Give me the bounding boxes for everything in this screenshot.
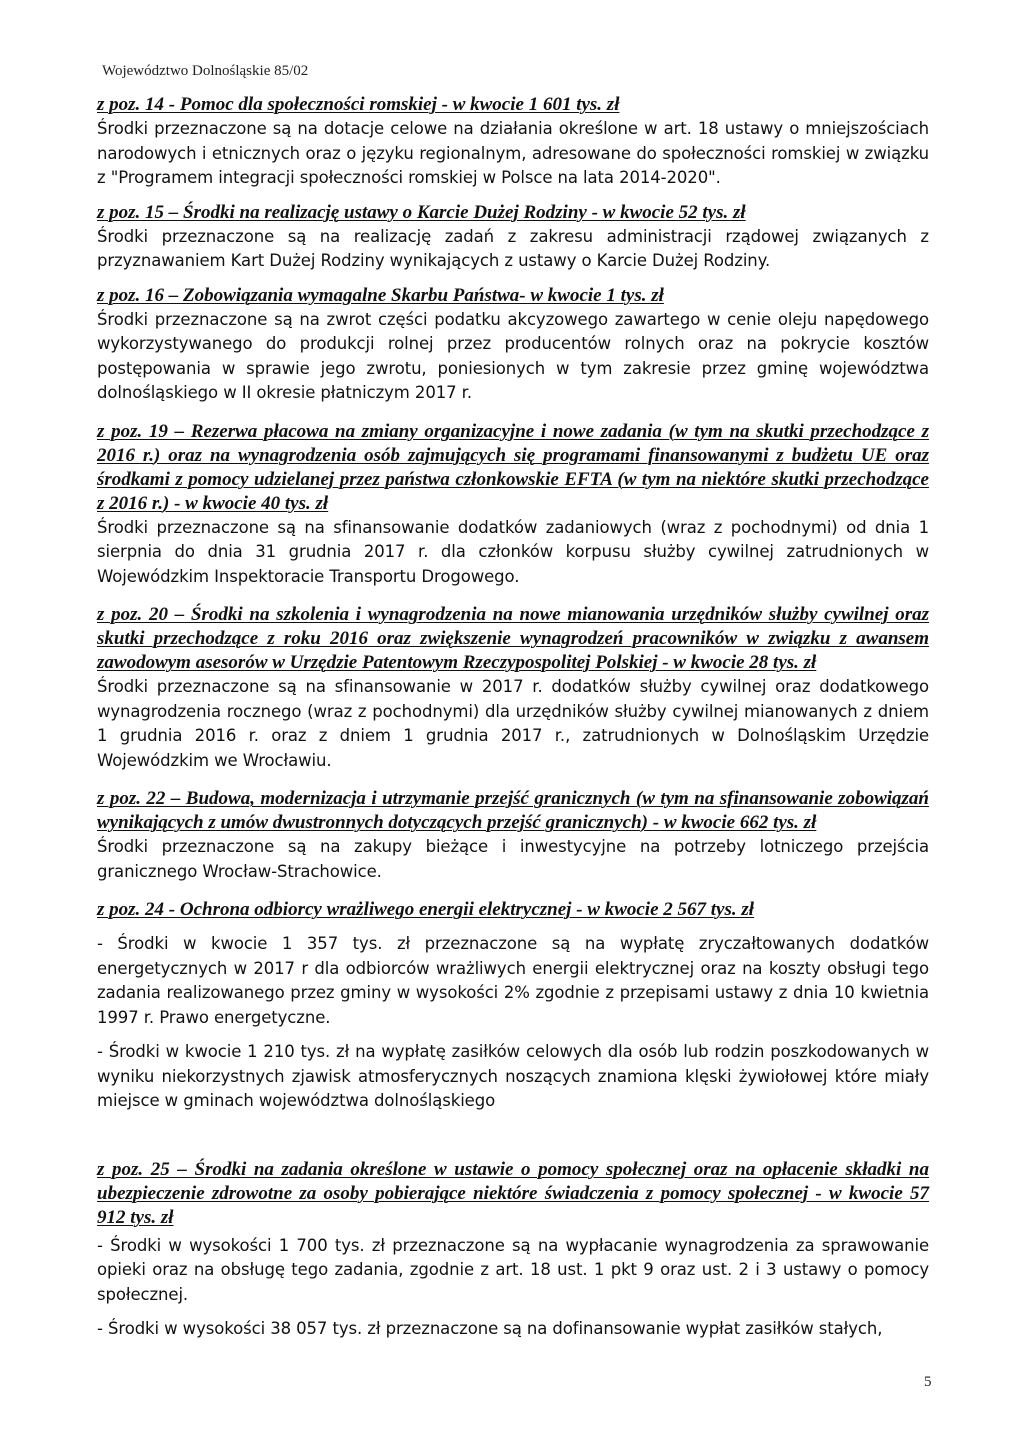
section-poz-22 <box>97 787 929 884</box>
document-body <box>97 93 929 1342</box>
section-paragraph: - Środki w wysokości 1 700 tys. zł przeznaczone są na wypłacanie wynagrodzenia za sprawowanie opieki oraz na obsługę tego zadania, zgodnie z art. 18 ust. 1 pkt 9 oraz ust. 2 i 3 ustawy o pomocy społecznej. <box>97 1235 929 1304</box>
section-heading: z poz. 22 – Budowa, modernizacja i utrzymanie przejść granicznych (w tym na sfinansowanie zobowiązań wynikających z umów dwustronnych dotyczących przejść granicznych) - w kwocie 662 tys. zł <box>97 788 929 833</box>
section-paragraph: Środki przeznaczone są na realizację zadań z zakresu administracji rządowej związanych z przyznawaniem Kart Dużej Rodziny wynikających z ustawy o Karcie Dużej Rodziny. <box>97 226 929 270</box>
page-number: 5 <box>924 1374 932 1390</box>
section-heading: z poz. 24 - Ochrona odbiorcy wrażliwego energii elektrycznej - w kwocie 2 567 tys. zł <box>97 899 755 920</box>
section-poz-16 <box>97 284 929 406</box>
section-paragraph: Środki przeznaczone są na sfinansowanie dodatków zadaniowych (wraz z pochodnymi) od dnia 1 sierpnia do dnia 31 grudnia 2017 r. dla członków korpusu służby cywilnej zatrudnionych w Wojewódzkim Inspektoracie Transportu Drogowego. <box>97 517 929 586</box>
section-heading: z poz. 20 – Środki na szkolenia i wynagrodzenia na nowe mianowania urzędników służby cywilnej oraz skutki przechodzące z roku 2016 oraz zwiększenie wynagrodzeń pracowników w związku z awansem zawodowym asesorów w Urzędzie Patentowym Rzeczypospolitej Polskiej - w kwocie 28 tys. zł <box>97 604 929 673</box>
section-paragraph: Środki przeznaczone są na dotacje celowe na działania określone w art. 18 ustawy o mniejszościach narodowych i etnicznych oraz o języku regionalnym, adresowane do społeczności romskiej w związku z "Programem integracji społeczności romskiej w Polsce na lata 2014-2020". <box>97 119 929 187</box>
section-heading: z poz. 14 - Pomoc dla społeczności romskiej - w kwocie 1 601 tys. zł <box>97 94 620 115</box>
section-heading: z poz. 19 – Rezerwa płacowa na zmiany organizacyjne i nowe zadania (w tym na skutki przechodzące z 2016 r.) oraz na wynagrodzenia osób zajmujących się programami finansowanymi z budżetu UE oraz środkami z pomocy udzielanej przez państwa członkowskie EFTA (w tym na niektóre skutki przechodzące z 2016 r.) - w kwocie 40 tys. zł <box>97 420 929 514</box>
section-poz-25 <box>97 1158 929 1342</box>
section-paragraph: - Środki w kwocie 1 210 tys. zł na wypłatę zasiłków celowych dla osób lub rodzin poszkodowanych w wyniku niekorzystnych zjawisk atmosferycznych noszących znamiona klęski żywiołowej które miały miejsce w gminach województwa dolnośląskiego <box>97 1042 929 1110</box>
page-header: Województwo Dolnośląskie 85/02 <box>102 63 309 79</box>
section-heading: z poz. 25 – Środki na zadania określone w ustawie o pomocy społecznej oraz na opłacenie składki na ubezpieczenie zdrowotne za osoby pobierające niektóre świadczenia z pomocy społecznej - w kwocie 57 912 tys. zł <box>97 1158 929 1228</box>
section-poz-24 <box>97 898 929 1114</box>
section-poz-19 <box>97 420 929 590</box>
section-paragraph: Środki przeznaczone są na zakupy bieżące i inwestycyjne na potrzeby lotniczego przejścia granicznego Wrocław-Strachowice. <box>97 837 929 881</box>
section-poz-20 <box>97 603 929 773</box>
section-paragraph: - Środki w kwocie 1 357 tys. zł przeznaczone są na wypłatę zryczałtowanych dodatków energetycznych w 2017 r dla odbiorców wrażliwych energii elektrycznej oraz na koszty obsługi tego zadania realizowanego przez gminy w wysokości 2% zgodnie z przepisami ustawy z dnia 10 kwietnia 1997 r. Prawo energetyczne. <box>97 934 929 1027</box>
section-heading: z poz. 16 – Zobowiązania wymagalne Skarbu Państwa- w kwocie 1 tys. zł <box>97 284 664 306</box>
section-paragraph: Środki przeznaczone są na zwrot części podatku akcyzowego zawartego w cenie oleju napędowego wykorzystywanego do produkcji rolnej przez producentów rolnych oraz na pokrycie kosztów postępowania w sprawie jego zwrotu, poniesionych w tym zakresie przez gminę województwa dolnośląskiego w II okresie płatniczym 2017 r. <box>97 309 929 402</box>
section-heading: z poz. 15 – Środki na realizację ustawy o Karcie Dużej Rodziny - w kwocie 52 tys. zł <box>97 201 746 223</box>
section-paragraph: - Środki w wysokości 38 057 tys. zł przeznaczone są na dofinansowanie wypłat zasiłków stałych, <box>97 1319 883 1338</box>
section-poz-14 <box>97 93 929 191</box>
section-paragraph: Środki przeznaczone są na sfinansowanie w 2017 r. dodatków służby cywilnej oraz dodatkowego wynagrodzenia rocznego (wraz z pochodnymi) dla urzędników służby cywilnej mianowanych z dniem 1 grudnia 2016 r. oraz z dniem 1 grudnia 2017 r., zatrudnionych w Dolnośląskim Urzędzie Wojewódzkim we Wrocławiu. <box>97 677 929 770</box>
section-poz-15 <box>97 201 929 274</box>
